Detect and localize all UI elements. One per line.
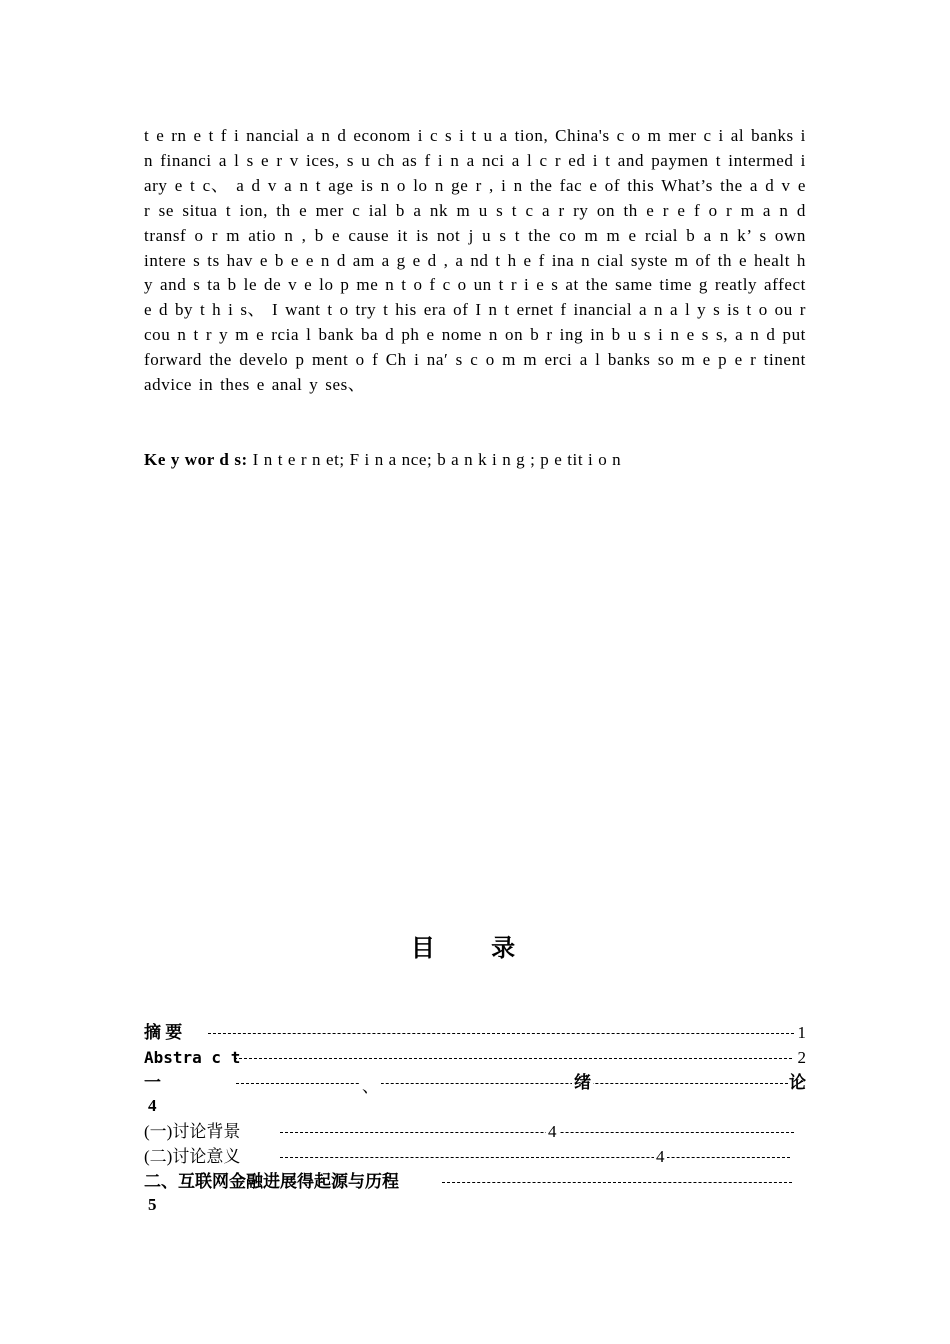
toc-leader [208,1033,794,1034]
toc-leader [236,1083,788,1084]
toc-entry-label: 一 [144,1073,161,1092]
toc-entry-page: 2 [797,1048,806,1067]
toc-entry-page: 论 [789,1073,806,1092]
toc-entry-chapter-1[interactable] [144,1071,806,1095]
toc-entry-page: 4 [546,1120,559,1144]
toc-entry-abstract-cn[interactable] [144,1021,806,1045]
toc-entry-char: 绪 [572,1071,593,1095]
toc-entry-page-wrap: 5 [148,1195,157,1214]
toc-entry-chapter-2[interactable] [144,1170,806,1194]
toc-leader [280,1157,790,1158]
toc-entry-abstract-en[interactable] [144,1046,806,1070]
toc-entry-page: 1 [797,1023,806,1042]
toc-entry-label: Abstra c t [144,1048,241,1067]
toc-entry-label: 二、互联网金融进展得起源与历程 [144,1172,399,1191]
abstract-body: t e rn e t f i nancial a n d econom i c s i t u a tion, China's c o m mer c i al banks i n financi a l s e r v ices, s u ch as f i n a nci a l c r ed i t and paymen t intermed i ary e t c、 a d v a n t age is n o lo n ge r , i n the fac e of this What’s the a d v e r se situa t ion, th e mer c ial b a nk m u s t c a r ry on th e r e f o r m a n d transf o r m atio n , b e cause it is not j u s t the co m m e rcial b a n k’ s own intere s ts hav e b e e n d am a g e d , a nd t h e f ina n cial syste m of th e healt h y and s ta b le de v e lo p me n t o f c o un t r i e s at the same time g reatly affect e d by t h i s、 I want t o try t his era of I n t ernet f inancial a n a l y s is t o ou r cou n t r y m e rcia l bank ba d ph e nome n on b r ing in b u s i n e s s, a n d put forward the develo p ment o f Ch i na′ s c o m m erci a l banks so m e p e r tinent advice in thes e anal y ses、 [144,126,806,395]
toc-leader [442,1182,792,1183]
toc-entry-label: 摘 要 [144,1023,183,1042]
toc-entry-section-1-2[interactable] [144,1145,806,1169]
toc-entry-section-1-1[interactable] [144,1120,806,1144]
toc-entry-page-wrap: 4 [148,1096,157,1115]
toc-title: 目 录 [410,934,540,962]
toc-entry-page: 4 [654,1145,667,1169]
keywords-line [144,448,806,473]
toc-leader [234,1058,792,1059]
toc-entry-punct: 、 [360,1075,381,1099]
toc-leader [280,1132,794,1133]
toc-entry-label: (二)讨论意义 [144,1147,241,1166]
toc-entry-label: (一)讨论背景 [144,1122,241,1141]
keywords-value: I n t e r n et; F i n a nce; b a n k i n g ; p e tit i o n [247,450,622,469]
keywords-label: Ke y wor d s: [144,450,248,469]
